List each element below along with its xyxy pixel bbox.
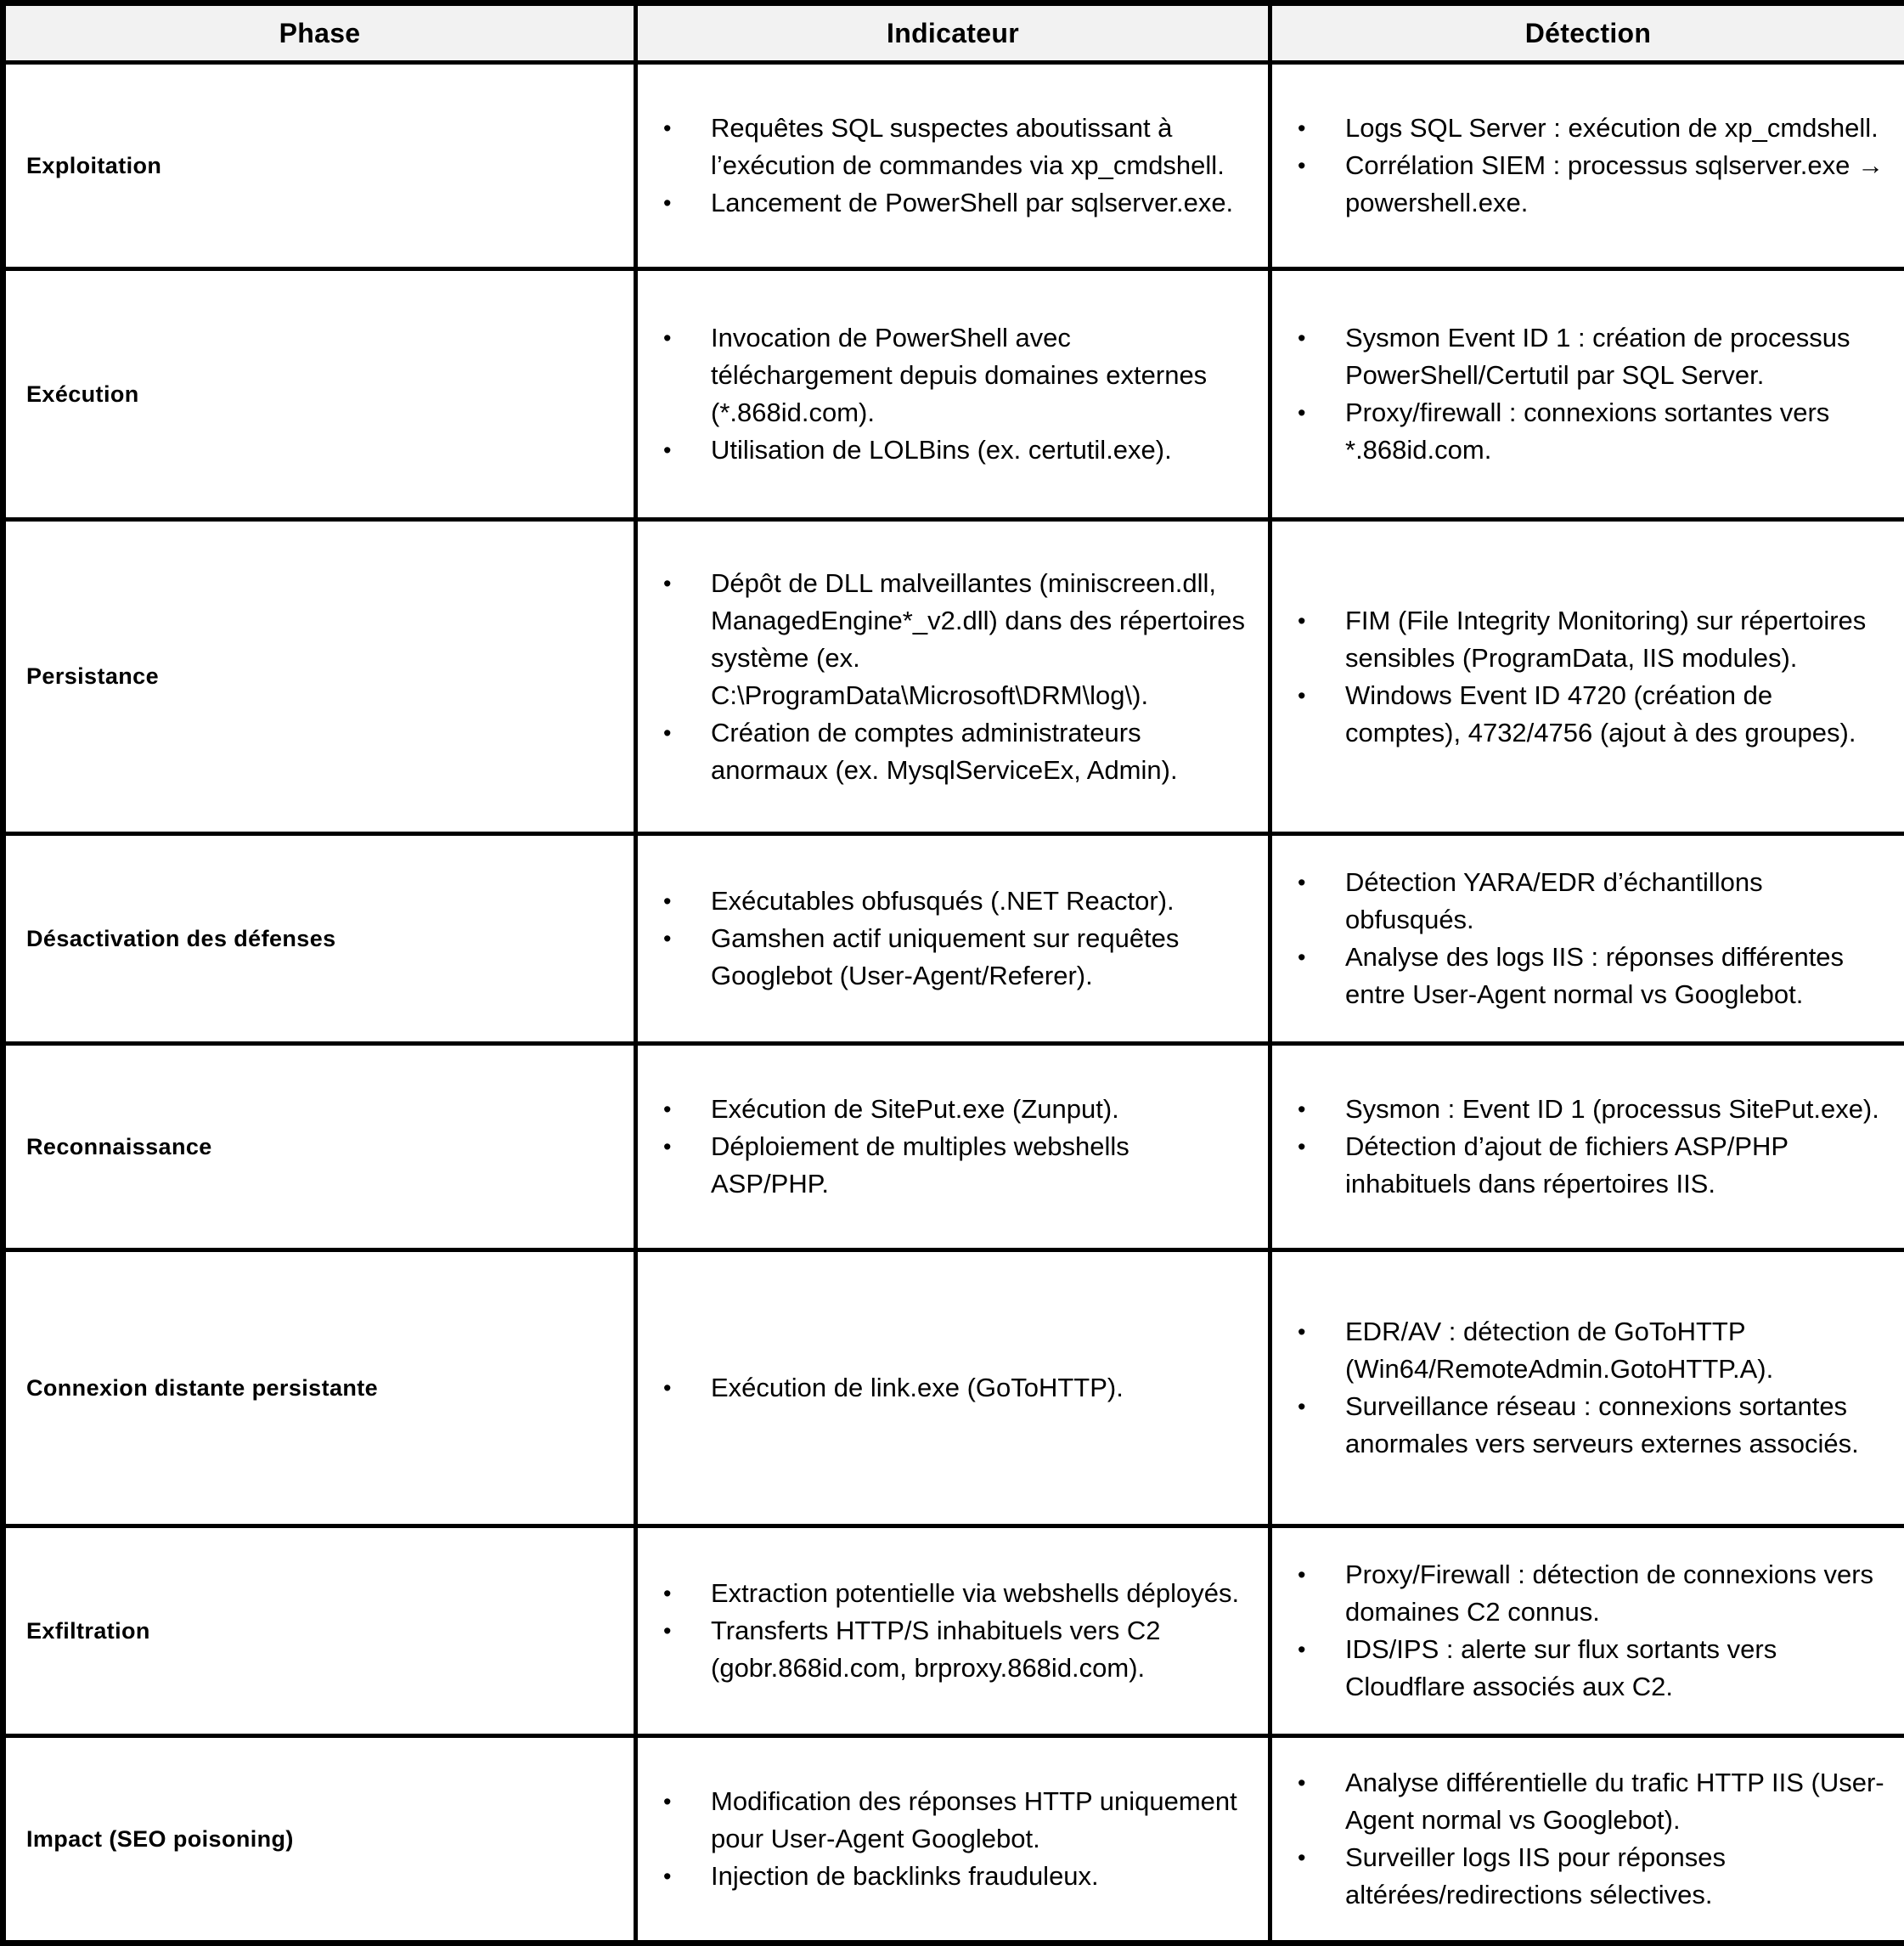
bullet-list — [658, 110, 1253, 222]
item-text: Sysmon Event ID 1 : création de processus PowerShell/Certutil par SQL Server. — [1345, 323, 1850, 390]
bullet-list — [658, 1091, 1253, 1203]
bullet-list — [658, 883, 1253, 995]
bullet-list — [658, 319, 1253, 469]
list-item — [1293, 1764, 1889, 1839]
phase-cell: Connexion distante persistante — [3, 1250, 636, 1526]
bullet-list — [658, 565, 1253, 789]
bullet-icon: • — [663, 883, 671, 920]
bullet-icon: • — [1298, 864, 1305, 901]
phase-cell: Exfiltration — [3, 1526, 636, 1736]
indicateur-cell — [636, 520, 1270, 834]
phase-cell: Impact (SEO poisoning) — [3, 1736, 636, 1943]
item-text: Analyse des logs IIS : réponses différentes entre User-Agent normal vs Googlebot. — [1345, 942, 1844, 1009]
bullet-list — [1293, 319, 1889, 469]
item-text: Sysmon : Event ID 1 (processus SitePut.exe). — [1345, 1094, 1879, 1124]
bullet-icon: • — [663, 1091, 671, 1128]
bullet-list — [1293, 1764, 1889, 1914]
list-item — [658, 883, 1253, 920]
bullet-icon: • — [1298, 1128, 1305, 1165]
detection-cell — [1270, 1044, 1904, 1250]
list-item — [658, 319, 1253, 432]
indicateur-cell — [636, 63, 1270, 269]
bullet-icon: • — [1298, 1839, 1305, 1876]
list-item — [1293, 1556, 1889, 1631]
phase-cell: Désactivation des défenses — [3, 834, 636, 1044]
bullet-icon: • — [1298, 1091, 1305, 1128]
list-item — [658, 920, 1253, 995]
list-item — [1293, 110, 1889, 147]
list-item — [1293, 1388, 1889, 1463]
table-row — [3, 520, 1904, 834]
bullet-icon: • — [1298, 1556, 1305, 1593]
item-text: Logs SQL Server : exécution de xp_cmdshell. — [1345, 113, 1879, 143]
phase-cell: Exécution — [3, 269, 636, 520]
bullet-list — [1293, 864, 1889, 1013]
item-text: Proxy/firewall : connexions sortantes vers *.868id.com. — [1345, 398, 1829, 465]
bullet-icon: • — [663, 432, 671, 469]
bullet-icon: • — [663, 1128, 671, 1165]
bullet-icon: • — [663, 714, 671, 752]
item-text: Analyse différentielle du trafic HTTP IIS (User-Agent normal vs Googlebot). — [1345, 1768, 1884, 1835]
bullet-list — [1293, 1556, 1889, 1706]
list-item — [658, 1128, 1253, 1203]
bullet-list — [1293, 1091, 1889, 1203]
bullet-list — [658, 1783, 1253, 1895]
indicateur-cell — [636, 834, 1270, 1044]
list-item — [658, 1612, 1253, 1687]
detection-cell — [1270, 1736, 1904, 1943]
detection-cell — [1270, 1250, 1904, 1526]
table-row — [3, 1526, 1904, 1736]
bullet-icon: • — [1298, 1631, 1305, 1668]
item-text: Modification des réponses HTTP uniquement pour User-Agent Googlebot. — [711, 1786, 1237, 1853]
list-item — [658, 1369, 1253, 1407]
item-text: Gamshen actif uniquement sur requêtes Googlebot (User-Agent/Referer). — [711, 923, 1179, 990]
list-item — [1293, 1091, 1889, 1128]
item-text: EDR/AV : détection de GoToHTTP (Win64/RemoteAdmin.GotoHTTP.A). — [1345, 1317, 1773, 1384]
bullet-icon: • — [663, 319, 671, 357]
bullet-list — [1293, 110, 1889, 222]
phase-cell: Persistance — [3, 520, 636, 834]
item-text: Proxy/Firewall : détection de connexions vers domaines C2 connus. — [1345, 1560, 1873, 1627]
detection-cell — [1270, 269, 1904, 520]
indicateur-cell — [636, 1526, 1270, 1736]
item-text: Extraction potentielle via webshells déployés. — [711, 1578, 1239, 1608]
bullet-icon: • — [1298, 110, 1305, 147]
item-text: Requêtes SQL suspectes aboutissant à l’exécution de commandes via xp_cmdshell. — [711, 113, 1225, 180]
bullet-list — [1293, 602, 1889, 752]
item-text: Utilisation de LOLBins (ex. certutil.exe). — [711, 435, 1172, 465]
indicateur-cell — [636, 269, 1270, 520]
item-text: Invocation de PowerShell avec téléchargement depuis domaines externes (*.868id.com). — [711, 323, 1207, 427]
detection-cell — [1270, 1526, 1904, 1736]
table-header — [3, 3, 1904, 63]
header-row — [3, 3, 1904, 63]
bullet-list — [658, 1369, 1253, 1407]
item-text: Injection de backlinks frauduleux. — [711, 1861, 1099, 1891]
item-text: Détection YARA/EDR d’échantillons obfusqués. — [1345, 867, 1763, 934]
list-item — [658, 110, 1253, 184]
item-text: Déploiement de multiples webshells ASP/PHP. — [711, 1131, 1129, 1199]
item-text: Surveiller logs IIS pour réponses altérées/redirections sélectives. — [1345, 1842, 1726, 1909]
item-text: Création de comptes administrateurs anormaux (ex. MysqlServiceEx, Admin). — [711, 718, 1178, 785]
item-text: Surveillance réseau : connexions sortantes anormales vers serveurs externes associés. — [1345, 1391, 1859, 1458]
item-text: Lancement de PowerShell par sqlserver.exe. — [711, 188, 1233, 217]
item-text: Transferts HTTP/S inhabituels vers C2 (gobr.868id.com, brproxy.868id.com). — [711, 1616, 1160, 1683]
bullet-icon: • — [663, 1858, 671, 1895]
list-item — [1293, 147, 1889, 222]
list-item — [658, 432, 1253, 469]
bullet-icon: • — [663, 565, 671, 602]
list-item — [658, 565, 1253, 714]
item-text: Exécution de link.exe (GoToHTTP). — [711, 1373, 1124, 1402]
bullet-icon: • — [1298, 147, 1305, 184]
list-item — [658, 714, 1253, 789]
table-body — [3, 63, 1904, 1943]
bullet-icon: • — [1298, 1388, 1305, 1425]
bullet-icon: • — [663, 110, 671, 147]
item-text: FIM (File Integrity Monitoring) sur répertoires sensibles (ProgramData, IIS modules). — [1345, 606, 1866, 673]
table-row — [3, 63, 1904, 269]
list-item — [1293, 602, 1889, 677]
list-item — [658, 1575, 1253, 1612]
item-text: Exécution de SitePut.exe (Zunput). — [711, 1094, 1119, 1124]
bullet-icon: • — [1298, 394, 1305, 432]
column-header-indicateur: Indicateur — [636, 3, 1270, 63]
detection-cell — [1270, 834, 1904, 1044]
bullet-list — [658, 1575, 1253, 1687]
item-text: IDS/IPS : alerte sur flux sortants vers Cloudflare associés aux C2. — [1345, 1634, 1777, 1701]
bullet-icon: • — [1298, 939, 1305, 976]
item-text: Windows Event ID 4720 (création de comptes), 4732/4756 (ajout à des groupes). — [1345, 680, 1856, 747]
list-item — [1293, 1839, 1889, 1914]
detection-cell — [1270, 63, 1904, 269]
bullet-icon: • — [1298, 1764, 1305, 1802]
bullet-icon: • — [663, 1783, 671, 1820]
column-header-phase: Phase — [3, 3, 636, 63]
bullet-icon: • — [663, 1612, 671, 1650]
item-text: Exécutables obfusqués (.NET Reactor). — [711, 886, 1175, 916]
bullet-icon: • — [663, 1369, 671, 1407]
bullet-icon: • — [663, 1575, 671, 1612]
table-row — [3, 1736, 1904, 1943]
item-text: Détection d’ajout de fichiers ASP/PHP inhabituels dans répertoires IIS. — [1345, 1131, 1789, 1199]
item-text: Corrélation SIEM : processus sqlserver.exe → powershell.exe. — [1345, 150, 1884, 217]
list-item — [1293, 864, 1889, 939]
list-item — [1293, 1128, 1889, 1203]
bullet-icon: • — [1298, 602, 1305, 640]
column-header-detection: Détection — [1270, 3, 1904, 63]
list-item — [1293, 1313, 1889, 1388]
list-item — [658, 1783, 1253, 1858]
bullet-icon: • — [663, 184, 671, 222]
list-item — [1293, 939, 1889, 1013]
list-item — [658, 1858, 1253, 1895]
bullet-list — [1293, 1313, 1889, 1463]
bullet-icon: • — [1298, 319, 1305, 357]
indicateur-cell — [636, 1736, 1270, 1943]
bullet-icon: • — [1298, 677, 1305, 714]
table-row — [3, 1250, 1904, 1526]
phase-cell: Exploitation — [3, 63, 636, 269]
list-item — [1293, 677, 1889, 752]
detection-cell — [1270, 520, 1904, 834]
phase-cell: Reconnaissance — [3, 1044, 636, 1250]
list-item — [1293, 1631, 1889, 1706]
list-item — [658, 1091, 1253, 1128]
indicateur-cell — [636, 1250, 1270, 1526]
list-item — [1293, 394, 1889, 469]
bullet-icon: • — [663, 920, 671, 957]
indicateur-cell — [636, 1044, 1270, 1250]
table-row — [3, 1044, 1904, 1250]
list-item — [1293, 319, 1889, 394]
item-text: Dépôt de DLL malveillantes (miniscreen.dll, ManagedEngine*_v2.dll) dans des répertoires système (ex. C:\ProgramData\Microsoft\DRM\log\). — [711, 568, 1245, 710]
table-row — [3, 834, 1904, 1044]
bullet-icon: • — [1298, 1313, 1305, 1351]
list-item — [658, 184, 1253, 222]
table-row — [3, 269, 1904, 520]
